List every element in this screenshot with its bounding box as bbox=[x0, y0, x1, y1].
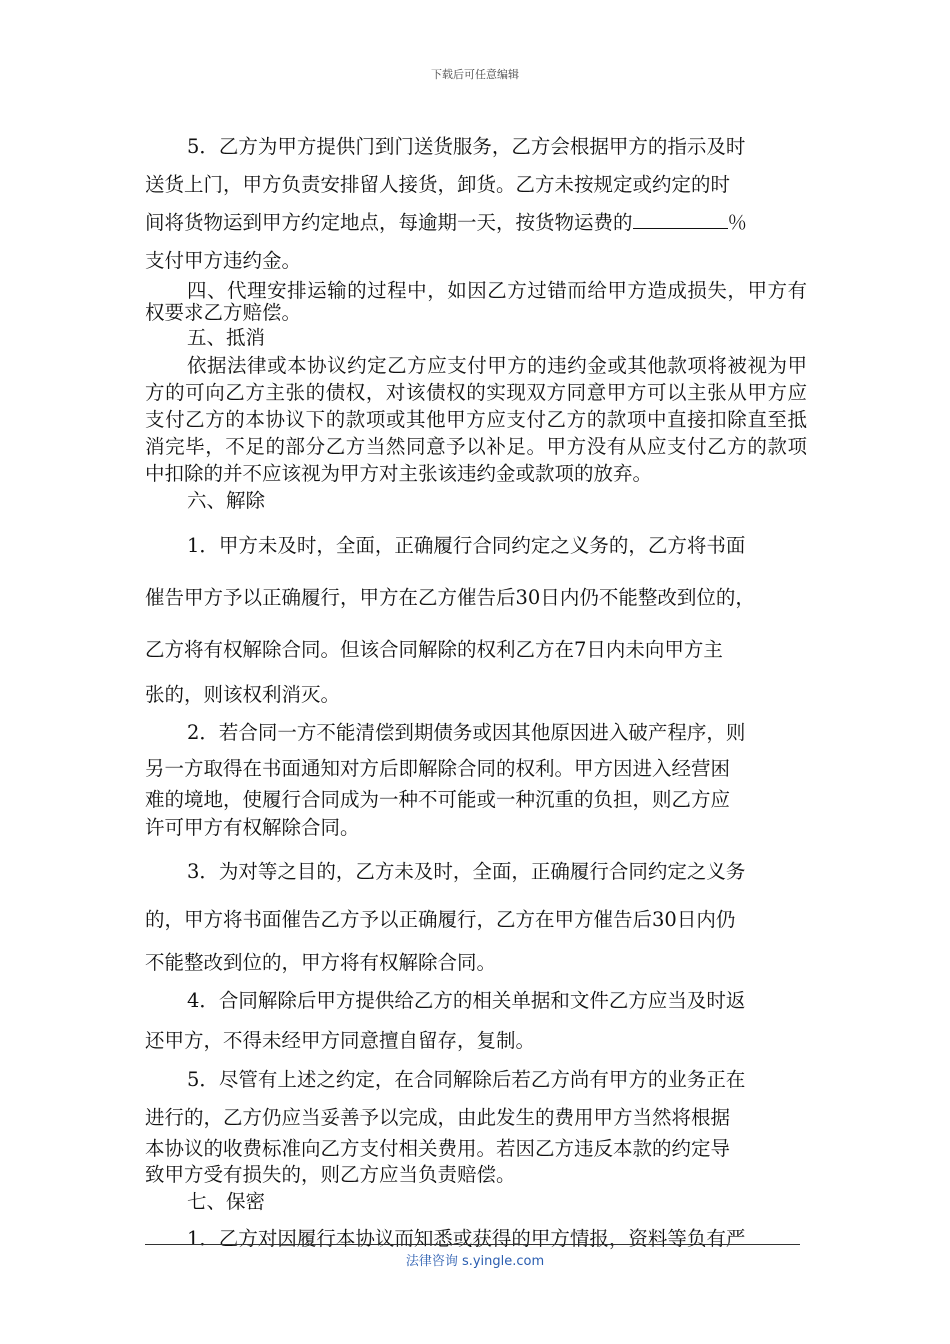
text-line: 进行的，乙方仍应当妥善予以完成，由此发生的费用甲方当然将根据 bbox=[145, 1106, 731, 1129]
text-line: 不能整改到位的，甲方将有权解除合同。 bbox=[145, 951, 497, 974]
footer-link[interactable]: 法律咨询 s.yingle.com bbox=[405, 1254, 545, 1269]
text-line: 4．合同解除后甲方提供给乙方的相关单据和文件乙方应当及时返 bbox=[187, 989, 746, 1012]
text-line: 3．为对等之目的，乙方未及时，全面，正确履行合同约定之义务 bbox=[187, 860, 746, 883]
text-line: 另一方取得在书面通知对方后即解除合同的权利。甲方因进入经营困 bbox=[145, 757, 731, 780]
text-line: 乙方将有权解除合同。但该合同解除的权利乙方在7日内未向甲方主 bbox=[145, 638, 723, 661]
section-6-heading: 六、解除 bbox=[187, 489, 266, 512]
section-5-heading: 五、抵消 bbox=[187, 326, 266, 349]
section-7-heading: 七、保密 bbox=[187, 1190, 266, 1213]
fill-blank bbox=[633, 210, 728, 229]
text-line: 催告甲方予以正确履行，甲方在乙方催告后30日内仍不能整改到位的， bbox=[145, 586, 755, 609]
text-line: 许可甲方有权解除合同。 bbox=[145, 816, 360, 839]
section-5-body: 依据法律或本协议约定乙方应支付甲方的违约金或其他款项将被视为甲方的可向乙方主张的债权，对该债权的实现双方同意甲方可以主张从甲方应支付乙方的本协议下的款项或其他甲方应支付乙方的款项中直接扣除直至抵消完毕，不足的部分乙方当然同意予以补足。甲方没有从应支付乙方的款项中扣除的并不应该视为甲方对主张该违约金或款项的放弃。 bbox=[145, 354, 807, 485]
text-line: 2．若合同一方不能清偿到期债务或因其他原因进入破产程序，则 bbox=[187, 721, 746, 744]
text-line: 5．尽管有上述之约定，在合同解除后若乙方尚有甲方的业务正在 bbox=[187, 1068, 746, 1091]
section-4-liability: 四、代理安排运输的过程中，如因乙方过错而给甲方造成损失，甲方有权要求乙方赔偿。 bbox=[145, 279, 807, 324]
text-line: 致甲方受有损失的，则乙方应当负责赔偿。 bbox=[145, 1163, 516, 1186]
footer-divider bbox=[145, 1244, 800, 1245]
clause-5-delivery bbox=[145, 128, 807, 280]
text-line: 5．乙方为甲方提供门到门送货服务，乙方会根据甲方的指示及时 bbox=[187, 135, 746, 158]
text-line: 本协议的收费标准向乙方支付相关费用。若因乙方违反本款的约定导 bbox=[145, 1137, 731, 1160]
text-line: 还甲方，不得未经甲方同意擅自留存，复制。 bbox=[145, 1029, 536, 1052]
text-line: 难的境地，使履行合同成为一种不可能或一种沉重的负担，则乙方应 bbox=[145, 788, 731, 811]
text-line: 1．乙方对因履行本协议而知悉或获得的甲方情报，资料等负有严 bbox=[187, 1227, 746, 1250]
text-line: 1．甲方未及时，全面，正确履行合同约定之义务的，乙方将书面 bbox=[187, 534, 746, 557]
document-body bbox=[145, 128, 807, 1256]
text-line: 的，甲方将书面催告乙方予以正确履行，乙方在甲方催告后30日内仍 bbox=[145, 908, 736, 931]
clause-6-3 bbox=[145, 850, 807, 980]
clause-6-2 bbox=[145, 714, 807, 842]
text-line: 张的，则该权利消灭。 bbox=[145, 683, 341, 706]
page-header: 下载后可任意编辑 bbox=[431, 68, 519, 81]
text-line: 支付甲方违约金。 bbox=[145, 249, 302, 272]
text-segment: 间将货物运到甲方约定地点，每逾期一天，按货物运费的 bbox=[145, 211, 633, 234]
clause-6-5 bbox=[145, 1060, 807, 1188]
clause-6-4 bbox=[145, 980, 807, 1060]
percent-sign: ％ bbox=[727, 211, 748, 234]
text-line: 送货上门，甲方负责安排留人接货，卸货。乙方未按规定或约定的时 bbox=[145, 173, 731, 196]
clause-6-1 bbox=[145, 520, 807, 714]
text-line bbox=[145, 204, 807, 242]
